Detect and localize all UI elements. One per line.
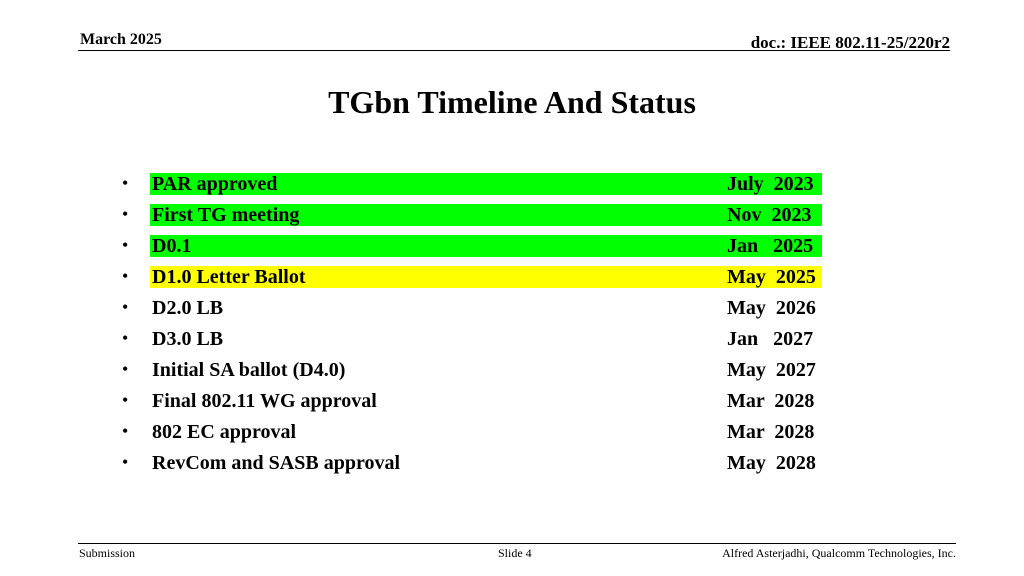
milestone-label: PAR approved <box>152 173 278 195</box>
bullet-icon: • <box>122 204 129 224</box>
milestone-label: Initial SA ballot (D4.0) <box>152 359 346 381</box>
header-date: March 2025 <box>80 31 162 48</box>
footer-slide-number: Slide 4 <box>498 546 532 560</box>
highlight-bar <box>150 235 822 257</box>
timeline-item <box>110 450 830 481</box>
bullet-icon: • <box>122 452 129 472</box>
milestone-date: May 2025 <box>727 266 816 288</box>
timeline-item <box>110 326 830 357</box>
milestone-date: May 2027 <box>727 359 816 381</box>
bullet-icon: • <box>122 173 129 193</box>
bullet-icon: • <box>122 421 129 441</box>
footer-divider <box>78 543 956 544</box>
slide-title: TGbn Timeline And Status <box>328 84 696 120</box>
footer-author: Alfred Asterjadhi, Qualcomm Technologies, Inc. <box>722 546 956 560</box>
header-doc-id: doc.: IEEE 802.11-25/220r2 <box>750 33 950 52</box>
timeline-item <box>110 419 830 450</box>
bullet-icon: • <box>122 235 129 255</box>
milestone-label: Final 802.11 WG approval <box>152 390 377 412</box>
milestone-label: D2.0 LB <box>152 297 224 319</box>
milestone-date: Mar 2028 <box>727 390 815 412</box>
milestone-label: 802 EC approval <box>152 421 297 443</box>
milestone-date: Jan 2025 <box>727 235 814 257</box>
milestone-label: RevCom and SASB approval <box>152 452 401 474</box>
timeline-item <box>110 357 830 388</box>
milestone-date: Jan 2027 <box>727 328 814 350</box>
milestone-date: May 2028 <box>727 452 816 474</box>
bullet-icon: • <box>122 266 129 286</box>
bullet-icon: • <box>122 297 129 317</box>
timeline-item <box>110 388 830 419</box>
timeline-item <box>110 202 830 233</box>
bullet-icon: • <box>122 359 129 379</box>
timeline-item <box>110 264 830 295</box>
bullet-icon: • <box>122 328 129 348</box>
milestone-date: Mar 2028 <box>727 421 815 443</box>
milestone-date: May 2026 <box>727 297 816 319</box>
header-divider <box>78 50 950 51</box>
timeline-list <box>110 171 830 481</box>
milestone-label: First TG meeting <box>152 204 300 226</box>
bullet-icon: • <box>122 390 129 410</box>
timeline-item <box>110 171 830 202</box>
milestone-label: D3.0 LB <box>152 328 224 350</box>
milestone-label: D1.0 Letter Ballot <box>152 266 306 288</box>
timeline-item <box>110 233 830 264</box>
timeline-item <box>110 295 830 326</box>
milestone-date: July 2023 <box>727 173 814 195</box>
footer-submission: Submission <box>79 546 136 560</box>
milestone-date: Nov 2023 <box>727 204 812 226</box>
milestone-label: D0.1 <box>152 235 192 257</box>
